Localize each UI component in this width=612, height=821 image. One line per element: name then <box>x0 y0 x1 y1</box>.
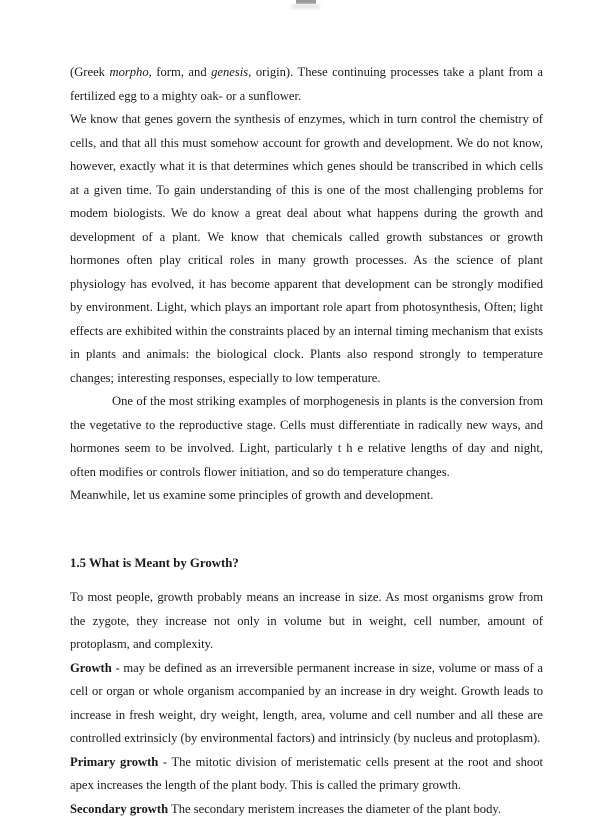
paragraph-growth-meaning: To most people, growth probably means an increase in size. As most organisms grow from the zygote, they increase not only in volume but in weight, cell number, amount of protoplasm, and complexity. <box>70 586 543 657</box>
term-growth: Growth <box>70 661 112 675</box>
definition-growth-text: - may be defined as an irreversible permanent increase in size, volume or mass of a cell or organ or whole organism accompanied by an increase in dry weight. Growth leads to increase in fresh weight, dry weight, length, area, volume and cell number and all these are controlled extrinsicly (by environmental factors) and intrinsicly (by nucleus and protoplasm). <box>70 661 543 746</box>
definition-growth <box>70 657 543 751</box>
definition-secondary-growth-text: The secondary meristem increases the diameter of the plant body. <box>168 802 501 816</box>
heading-spacer-above <box>70 508 543 552</box>
paragraph-morphogenesis-examples: One of the most striking examples of morphogenesis in plants is the conversion from the vegetative to the reproductive stage. Cells must differentiate in radically new ways, and hormones seem to be involved. Light, particularly t h e relative lengths of day and night, often modifies or controls flower initiation, and so do temperature changes. <box>70 390 543 484</box>
paragraph-1-text-part-3: origin). These continuing processes take a plant from a fertilized egg to a mighty oak- or a sunflower. <box>70 65 543 103</box>
page-content <box>70 61 543 821</box>
definition-secondary-growth <box>70 798 543 821</box>
paragraph-meanwhile: Meanwhile, let us examine some principles of growth and development. <box>70 484 543 508</box>
definition-primary-growth <box>70 751 543 798</box>
paragraph-genes-and-development: We know that genes govern the synthesis of enzymes, which in turn control the chemistry of cells, and that all this must somehow account for growth and development. We do not know, however, exactly what it is that determines which genes should be transcribed in which cells at a given time. To gain understanding of this is one of the most challenging problems for modem biologists. We do know a great deal about what happens during the growth and development of a plant. We know that chemicals called growth substances or growth hormones often play critical roles in many growth processes. As the science of plant physiology has evolved, it has become apparent that development can be strongly modified by environment. Light, which plays an important role apart from photosynthesis, Often; light effects are exhibited within the constraints placed by an internal timing mechanism that exists in plants and animals: the biological clock. Plants also respond strongly to temperature changes; interesting responses, especially to low temperature. <box>70 108 543 390</box>
italic-term-genesis: genesis, <box>211 65 251 79</box>
italic-term-morpho: morpho, <box>109 65 151 79</box>
definition-primary-growth-text: - The mitotic division of meristematic cells present at the root and shoot apex increases the length of the plant body. This is called the primary growth. <box>70 755 543 793</box>
term-secondary-growth: Secondary growth <box>70 802 168 816</box>
term-primary-growth: Primary growth <box>70 755 158 769</box>
section-heading-1-5: 1.5 What is Meant by Growth? <box>70 552 543 576</box>
paragraph-1-text-part-2: form, and <box>152 65 211 79</box>
scan-artifact-blur <box>292 4 320 9</box>
paragraph-morphogenesis-intro <box>70 61 543 108</box>
heading-spacer-below <box>70 575 543 586</box>
paragraph-1-text-part-1: (Greek <box>70 65 109 79</box>
